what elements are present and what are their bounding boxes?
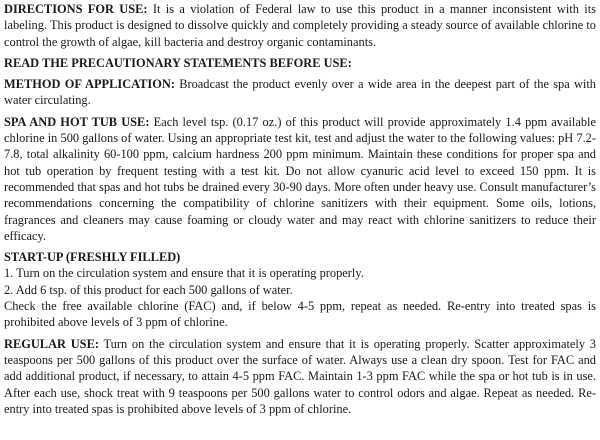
directions-paragraph: [4, 1, 596, 50]
regular-label: REGULAR USE:: [4, 336, 99, 351]
regular-text: Turn on the circulation system and ensure that it is operating properly. Scatter approximately 3 teaspoons per 500 gallons of this product over the surface of water. Always use a clean dry spoon. Test for FAC and add additional product, if necessary, to attain 4-5 ppm FAC. Maintain 1-3 ppm FAC while the spa or hot tub is in use. After each use, shock treat with 9 teaspoons per 500 gallons water to control odors and algae. Repeat as needed. Re-entry into treated spas is prohibited above levels of 3 ppm of chlorine.: [4, 336, 597, 416]
spa-text: Each level tsp. (0.17 oz.) of this product will provide approximately 1.4 ppm available chlorine in 500 gallons of water. Using an appropriate test kit, test and adjust the water to the following values: pH 7.2-7.8, total alkalinity 60-100 ppm, calcium hardness 200 ppm minimum. Maintain these conditions for proper spa and hot tub operation by frequent testing with a test kit. Do not allow cyanuric acid level to exceed 150 ppm. It is recommended that spas and hot tubs be drained every 30-90 days. More often under heavy use. Consult manufacturer’s recommendations concerning the compatibility of chlorine sanitizers with their equipment. Some oils, lotions, fragrances and cleaners may cause foaming or cloudy water and may react with chlorine sanitizers to reduce their efficacy.: [4, 114, 596, 243]
method-paragraph: [4, 76, 596, 109]
startup-step-2: 2. Add 6 tsp. of this product for each 500 gallons of water.: [4, 282, 293, 297]
startup-heading: [4, 249, 596, 265]
method-label: METHOD OF APPLICATION:: [4, 77, 175, 92]
precautionary-heading: READ THE PRECAUTIONARY STATEMENTS BEFORE USE:: [4, 55, 352, 70]
method-text: Broadcast the product evenly over a wide area in the deepest part of the spa with water circulating.: [4, 77, 596, 108]
startup-step-1: 1. Turn on the circulation system and ensure that it is operating properly.: [4, 266, 364, 281]
directions-label: DIRECTIONS FOR USE:: [4, 2, 148, 16]
spa-paragraph: [4, 114, 596, 244]
startup-heading-text: START-UP (FRESHLY FILLED): [4, 250, 181, 265]
regular-paragraph: [4, 336, 596, 417]
directions-text: It is a violation of Federal law to use this product in a manner inconsistent with its labeling. This product is designed to dissolve quickly and completely providing a steady source of available chlorine to control the growth of algae, kill bacteria and destroy organic contaminants.: [4, 2, 596, 49]
spa-label: SPA AND HOT TUB USE:: [4, 114, 150, 129]
startup-text: Check the free available chlorine (FAC) and, if below 4-5 ppm, repeat as needed. Re-entry into treated spas is prohibited above levels of 3 ppm of chlorine.: [4, 299, 596, 330]
